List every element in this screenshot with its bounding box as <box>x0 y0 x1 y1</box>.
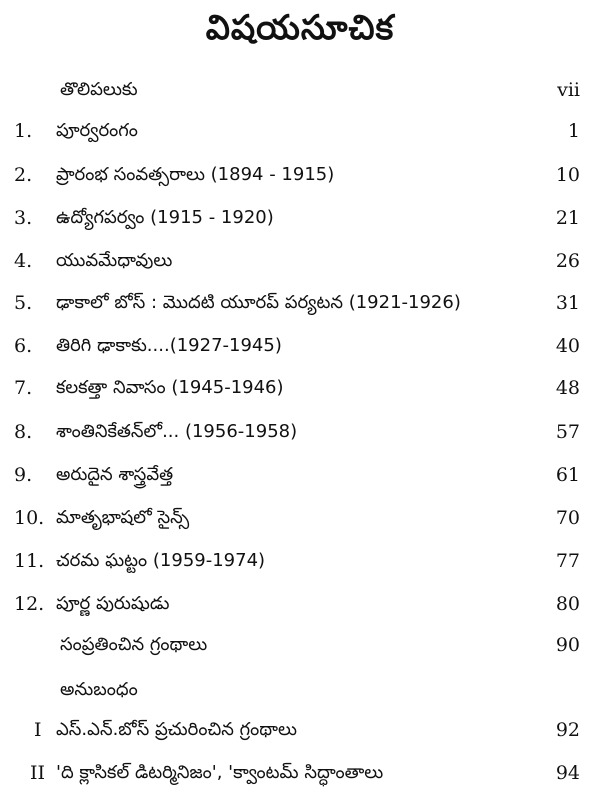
entry-page: 70 <box>555 507 580 529</box>
entry-page: 57 <box>555 421 580 443</box>
toc-row <box>0 330 600 362</box>
entry-title: అనుబంధం <box>60 679 138 700</box>
entry-title: పూర్ణ పురుషుడు <box>56 593 170 614</box>
entry-number: 7. <box>14 377 33 399</box>
toc-row <box>0 74 600 106</box>
toc-row <box>0 588 600 620</box>
entry-number: 3. <box>14 207 33 229</box>
toc-row <box>0 545 600 577</box>
toc-row <box>0 115 600 147</box>
entry-page: 61 <box>555 464 580 486</box>
entry-page: 26 <box>555 250 580 272</box>
toc-row <box>0 287 600 319</box>
entry-title: ఉద్యోగపర్వం (1915 - 1920) <box>56 207 274 228</box>
entry-title: మాతృభాషలో సైన్స్ <box>56 507 190 528</box>
entry-number: 6. <box>14 335 33 357</box>
toc-row <box>0 245 600 277</box>
entry-title: శాంతినికేతన్‌లో... (1956-1958) <box>56 421 298 442</box>
entry-title: చరమ ఘట్టం (1959-1974) <box>56 550 266 571</box>
entry-page: 94 <box>555 762 580 784</box>
entry-page: 90 <box>555 634 580 656</box>
entry-page: 1 <box>567 120 580 142</box>
entry-page: 10 <box>555 164 580 186</box>
entry-number: 5. <box>14 292 33 314</box>
toc-row <box>0 714 600 746</box>
entry-page: vii <box>557 79 580 101</box>
entry-number: 8. <box>14 421 33 443</box>
toc-row <box>0 674 600 706</box>
entry-number: 12. <box>14 593 45 615</box>
entry-page: 77 <box>555 550 580 572</box>
toc-row <box>0 159 600 191</box>
entry-number: 1. <box>14 120 33 142</box>
entry-title: ఎస్.ఎన్.బోస్ ప్రచురించిన గ్రంథాలు <box>56 719 297 740</box>
entry-number: 2. <box>14 164 33 186</box>
entry-number: I <box>34 719 42 741</box>
toc-row <box>0 629 600 661</box>
entry-title: పూర్వరంగం <box>56 120 138 141</box>
entry-page: 48 <box>555 377 580 399</box>
entry-title: తిరిగి ఢాకాకు....(1927-1945) <box>56 335 282 356</box>
entry-title: సంప్రతించిన గ్రంథాలు <box>60 634 208 655</box>
entry-page: 92 <box>555 719 580 741</box>
entry-title: కలకత్తా నివాసం (1945-1946) <box>56 377 284 398</box>
toc-row <box>0 502 600 534</box>
toc-row <box>0 202 600 234</box>
entry-page: 40 <box>555 335 580 357</box>
entry-title: ప్రారంభ సంవత్సరాలు (1894 - 1915) <box>56 164 335 185</box>
entry-page: 31 <box>555 292 580 314</box>
entry-title: 'ది క్లాసికల్ డిటర్మినిజం', 'క్వాంటమ్ సిద్ధాంతాలు <box>56 762 384 783</box>
entry-number: 10. <box>14 507 45 529</box>
entry-number: II <box>30 762 46 784</box>
entry-number: 11. <box>14 550 45 572</box>
entry-number: 9. <box>14 464 33 486</box>
entry-title: తొలిపలుకు <box>60 79 138 100</box>
entry-number: 4. <box>14 250 33 272</box>
entry-title: అరుదైన శాస్త్రవేత్త <box>56 464 174 485</box>
toc-row <box>0 459 600 491</box>
page-title: విషయసూచిక <box>205 8 395 48</box>
toc-row <box>0 757 600 789</box>
entry-page: 80 <box>555 593 580 615</box>
toc-row <box>0 372 600 404</box>
entry-title: యువమేధావులు <box>56 250 173 271</box>
entry-page: 21 <box>555 207 580 229</box>
entry-title: ఢాకాలో బోస్ : మొదటి యూరప్ పర్యటన (1921-1926) <box>56 292 461 313</box>
toc-row <box>0 416 600 448</box>
